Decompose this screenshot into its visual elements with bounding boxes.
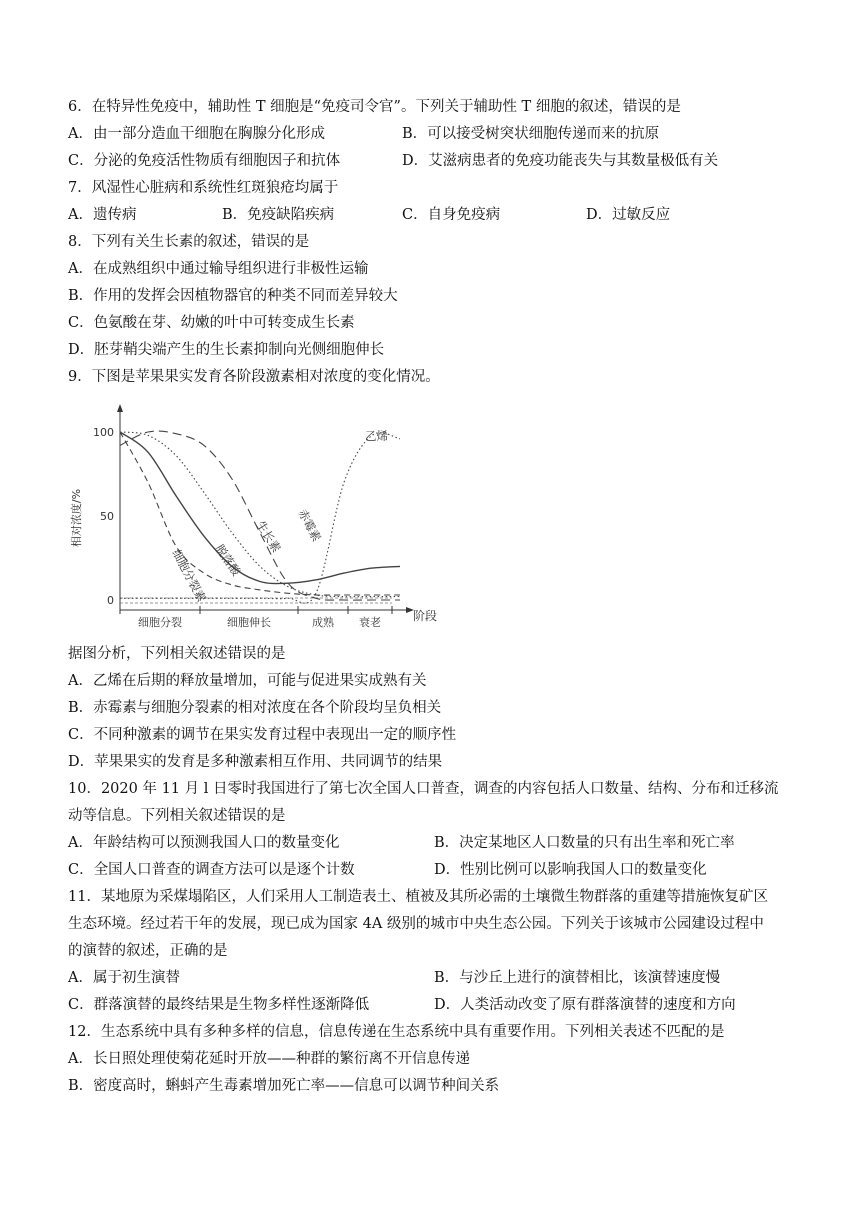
q8-stem: 8．下列有关生长素的叙述，错误的是 [68, 234, 310, 250]
q12-stem: 12．生态系统中具有多种多样的信息，信息传递在生态系统中具有重要作用。下列相关表述不匹配的是 [68, 1024, 725, 1040]
q6-option-a: A．由一部分造血干细胞在胸腺分化形成 [68, 126, 325, 142]
q7-stem: 7．风湿性心脏病和系统性红斑狼疮均属于 [68, 180, 339, 196]
y-tick-label: 0 [107, 594, 114, 607]
y-axis-label: 相对浓度/% [70, 488, 83, 548]
q10-stem-line1: 10．2020 年 11 月 l 日零时我国进行了第七次全国人口普查，调查的内容包括人口数量、结构、分布和迁移流 [68, 781, 779, 797]
x-axis-label: 阶段 [413, 609, 438, 623]
q10-stem-line2: 动等信息。下列相关叙述错误的是 [68, 808, 286, 824]
q9-option-d: D．苹果果实的发育是多种激素相互作用、共同调节的结果 [68, 754, 443, 770]
q8-option-b: B．作用的发挥会因植物器官的种类不同而差异较大 [68, 288, 398, 304]
q8-option-c: C．色氨酸在芽、幼嫩的叶中可转变成生长素 [68, 315, 355, 331]
q12-option-a: A．长日照处理使菊花延时开放——种群的繁衍离不开信息传递 [68, 1051, 470, 1067]
q11-stem-line1: 11．某地原为采煤塌陷区，人们采用人工制造表土、植被及其所必需的土壤微生物群落的重建等措施恢复矿区 [68, 889, 768, 905]
q10-option-b: B．决定某地区人口数量的只有出生率和死亡率 [434, 835, 735, 851]
q8-option-a: A．在成熟组织中通过输导组织进行非极性运输 [68, 261, 369, 277]
y-tick-label: 100 [93, 426, 114, 439]
q11-option-b: B．与沙丘上进行的演替相比，该演替速度慢 [434, 970, 721, 986]
q11-option-c: C．群落演替的最终结果是生物多样性逐渐降低 [68, 997, 370, 1013]
q9-option-b: B．赤霉素与细胞分裂素的相对浓度在各个阶段均呈负相关 [68, 700, 442, 716]
series-label: 赤霉素 [295, 506, 324, 544]
chart-series [120, 431, 400, 603]
q7-option-d: D．过敏反应 [586, 207, 671, 223]
stage-label: 成熟 [312, 616, 334, 629]
series-line-1 [120, 433, 400, 603]
q8-option-d: D．胚芽鞘尖端产生的生长素抑制向光侧细胞伸长 [68, 342, 385, 358]
series-label: 脱落酸 [212, 541, 244, 579]
series-label: 细胞分裂素 [169, 546, 209, 605]
series-label: 生长素 [253, 518, 284, 555]
series-label: 乙烯 [365, 429, 388, 443]
series-line-4 [120, 432, 400, 584]
q12-option-b: B．密度高时，蝌蚪产生毒素增加死亡率——信息可以调节种间关系 [68, 1078, 500, 1094]
q11-option-a: A．属于初生演替 [68, 970, 180, 986]
q6-option-d: D．艾滋病患者的免疫功能丧失与其数量极低有关 [402, 153, 719, 169]
y-tick-label: 50 [100, 510, 114, 523]
q6-option-c: C．分泌的免疫活性物质有细胞因子和抗体 [68, 153, 341, 169]
q10-option-c: C．全国人口普查的调查方法可以是逐个计数 [68, 862, 355, 878]
q10-option-d: D．性别比例可以影响我国人口的数量变化 [434, 862, 707, 878]
q7-option-c: C．自身免疫病 [402, 207, 501, 223]
q9-option-c: C．不同种激素的调节在果实发育过程中表现出一定的顺序性 [68, 727, 457, 743]
q11-option-d: D．人类活动改变了原有群落演替的速度和方向 [434, 997, 736, 1013]
stage-label: 细胞伸长 [227, 616, 271, 629]
q7-option-b: B．免疫缺陷疾病 [222, 207, 335, 223]
q9-after: 据图分析，下列相关叙述错误的是 [68, 646, 286, 662]
stage-label: 衰老 [359, 616, 381, 629]
q6-option-b: B．可以接受树突状细胞传递而来的抗原 [402, 126, 660, 142]
stage-label: 细胞分裂 [138, 616, 182, 629]
q11-stem-line3: 的演替的叙述，正确的是 [68, 943, 228, 959]
q9-option-a: A．乙烯在后期的释放量增加，可能与促进果实成熟有关 [68, 673, 427, 689]
q10-option-a: A．年龄结构可以预测我国人口的数量变化 [68, 835, 340, 851]
q11-stem-line2: 生态环境。经过若干年的发展，现已成为国家 4A 级别的城市中央生态公园。下列关于该城市公园建设过程中 [68, 916, 764, 932]
q9-stem: 9．下图是苹果果实发育各阶段激素相对浓度的变化情况。 [68, 369, 440, 385]
q6-stem: 6．在特异性免疫中，辅助性 T 细胞是“免疫司令官”。下列关于辅助性 T 细胞的叙述，错误的是 [68, 99, 681, 115]
y-axis-arrow [117, 404, 123, 412]
q7-option-a: A．遗传病 [68, 207, 137, 223]
hormone-concentration-chart [60, 400, 460, 640]
